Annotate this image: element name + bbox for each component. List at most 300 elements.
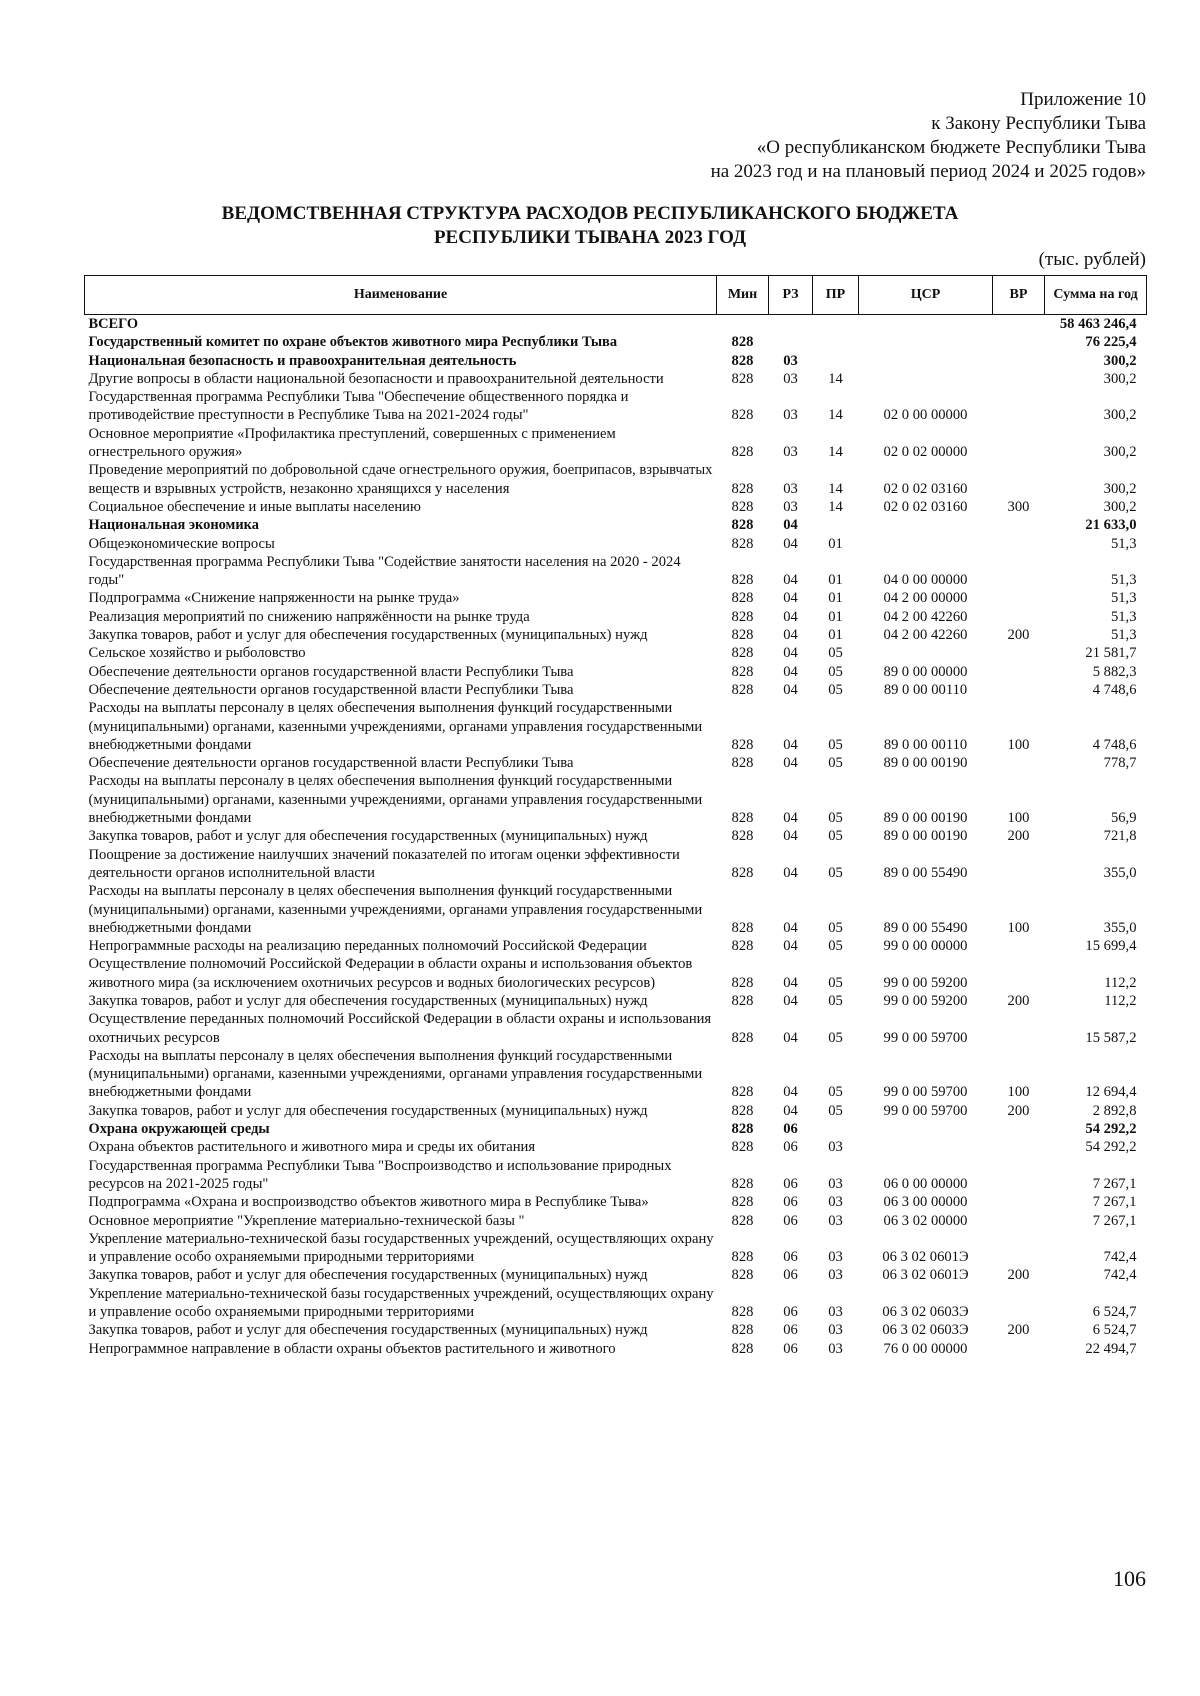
table-row [85, 882, 1147, 937]
cell-vr [993, 1230, 1045, 1267]
cell-name: Закупка товаров, работ и услуг для обеспечения государственных (муниципальных) нужд [88, 1267, 648, 1284]
cell-pr: 05 [828, 864, 843, 881]
cell-name: Государственная программа Республики Тыва "Обеспечение общественного порядка и противодействие преступности в Республике Тыва на 2021-2024 годы" [88, 389, 629, 424]
cell-min: 828 [731, 444, 754, 461]
cell-vr: 200 [1007, 1322, 1030, 1339]
cell-pr [813, 315, 859, 334]
cell-name: ВСЕГО [88, 316, 139, 332]
cell-rz: 03 [783, 407, 798, 424]
cell-name: Расходы на выплаты персоналу в целях обеспечения выполнения функций государственными (муниципальными) органами, казенными учреждениями, органами управления государственными внебюджетными фондами [88, 773, 703, 827]
cell-sum: 54 292,2 [1085, 1121, 1137, 1138]
cell-min: 828 [731, 1139, 754, 1156]
cell-vr [993, 535, 1045, 553]
cell-pr: 14 [828, 444, 843, 461]
cell-vr [993, 754, 1045, 772]
cell-csr [859, 315, 993, 334]
cell-csr: 02 0 02 03160 [883, 498, 968, 515]
appendix-line-2: к Закону Республики Тыва [931, 113, 1146, 134]
cell-name: Непрограммное направление в области охраны объектов растительного и животного [88, 1340, 616, 1357]
cell-vr [993, 516, 1045, 534]
cell-sum: 7 267,1 [1092, 1212, 1137, 1229]
cell-sum: 51,3 [1110, 627, 1137, 644]
cell-rz: 04 [783, 663, 798, 680]
cell-pr: 01 [828, 608, 843, 625]
cell-name: Реализация мероприятий по снижению напряжённости на рынке труда [88, 608, 530, 625]
table-row [85, 1285, 1147, 1322]
appendix-line-1: Приложение 10 [1020, 89, 1146, 110]
table-row [85, 535, 1147, 553]
cell-rz: 04 [783, 864, 798, 881]
title-line-1: ВЕДОМСТВЕННАЯ СТРУКТУРА РАСХОДОВ РЕСПУБЛИКАНСКОГО БЮДЖЕТА [221, 203, 959, 224]
cell-name: Осуществление полномочий Российской Федерации в области охраны и использования объектов животного мира (за исключением охотничьих ресурсов и водных биологических ресурсов) [88, 956, 693, 991]
cell-name: Государственная программа Республики Тыва "Воспроизводство и использование природных ресурсов на 2021-2025 годы" [88, 1157, 672, 1192]
table-row [85, 498, 1147, 516]
cell-min: 828 [731, 645, 754, 662]
budget-table [84, 275, 1147, 1358]
appendix-line-4: на 2023 год и на плановый период 2024 и 2025 годов» [710, 161, 1146, 182]
cell-pr: 05 [828, 663, 843, 680]
cell-name: Социальное обеспечение и иные выплаты населению [88, 498, 421, 515]
cell-vr [993, 388, 1045, 425]
cell-csr: 99 0 00 00000 [883, 938, 968, 955]
cell-sum: 12 694,4 [1085, 1084, 1137, 1101]
cell-name: Другие вопросы в области национальной безопасности и правоохранительной деятельности [88, 370, 664, 387]
cell-pr: 01 [828, 627, 843, 644]
table-row [85, 644, 1147, 662]
cell-vr [993, 425, 1045, 462]
cell-csr: 06 3 02 0601Э [882, 1249, 969, 1266]
table-row [85, 754, 1147, 772]
cell-sum: 56,9 [1110, 810, 1137, 827]
cell-min: 828 [731, 608, 754, 625]
cell-csr: 99 0 00 59700 [883, 1029, 968, 1046]
cell-min: 828 [731, 1175, 754, 1192]
cell-rz: 04 [783, 681, 798, 698]
cell-pr: 03 [828, 1322, 843, 1339]
cell-rz: 03 [783, 444, 798, 461]
table-row [85, 1230, 1147, 1267]
cell-rz: 04 [783, 974, 798, 991]
cell-pr: 05 [828, 919, 843, 936]
cell-pr: 01 [828, 535, 843, 552]
col-header-csr: ЦСР [859, 276, 993, 315]
cell-rz: 06 [783, 1322, 798, 1339]
cell-rz: 04 [783, 590, 798, 607]
cell-vr: 200 [1007, 828, 1030, 845]
cell-csr [859, 644, 993, 662]
table-row [85, 846, 1147, 883]
cell-rz: 04 [783, 572, 798, 589]
document-title [90, 202, 1090, 250]
cell-sum: 21 581,7 [1085, 645, 1137, 662]
table-row [85, 352, 1147, 370]
cell-name: Обеспечение деятельности органов государственной власти Республики Тыва [88, 663, 574, 680]
cell-csr: 89 0 00 00190 [883, 755, 968, 772]
cell-vr [993, 352, 1045, 370]
table-row [85, 1340, 1147, 1358]
cell-csr: 89 0 00 00110 [883, 736, 968, 753]
cell-vr [993, 1138, 1045, 1156]
cell-min: 828 [731, 352, 754, 369]
cell-rz: 04 [783, 919, 798, 936]
cell-pr: 14 [828, 480, 843, 497]
cell-pr [813, 352, 859, 370]
cell-vr: 100 [1007, 810, 1030, 827]
cell-rz: 06 [783, 1175, 798, 1192]
cell-name: Государственный комитет по охране объектов животного мира Республики Тыва [88, 334, 618, 351]
cell-min: 828 [731, 535, 754, 552]
cell-min: 828 [731, 828, 754, 845]
cell-pr: 05 [828, 938, 843, 955]
cell-name: Расходы на выплаты персоналу в целях обеспечения выполнения функций государственными (муниципальными) органами, казенными учреждениями, органами управления государственными внебюджетными фондами [88, 700, 703, 753]
table-row [85, 681, 1147, 699]
table-row [85, 553, 1147, 590]
col-header-name: Наименование [85, 276, 717, 315]
table-row [85, 1157, 1147, 1194]
cell-name: Осуществление переданных полномочий Российской Федерации в области охраны и использования охотничьих ресурсов [88, 1011, 712, 1046]
cell-sum: 21 633,0 [1085, 517, 1137, 534]
cell-sum: 112,2 [1104, 992, 1137, 1009]
cell-sum: 300,2 [1103, 407, 1137, 424]
cell-sum: 112,2 [1104, 974, 1137, 991]
cell-pr: 14 [828, 407, 843, 424]
cell-rz: 03 [783, 498, 798, 515]
cell-csr: 99 0 00 59200 [883, 974, 968, 991]
appendix-header [446, 88, 1146, 184]
cell-sum: 22 494,7 [1085, 1340, 1137, 1357]
cell-rz [769, 333, 813, 351]
cell-vr [993, 370, 1045, 388]
cell-vr: 200 [1007, 627, 1030, 644]
cell-name: Сельское хозяйство и рыболовство [88, 645, 306, 662]
cell-min: 828 [731, 627, 754, 644]
cell-pr: 03 [828, 1139, 843, 1156]
cell-sum: 5 882,3 [1092, 663, 1137, 680]
cell-pr: 05 [828, 681, 843, 698]
cell-csr [859, 370, 993, 388]
cell-pr: 05 [828, 736, 843, 753]
cell-pr: 03 [828, 1194, 843, 1211]
cell-vr [993, 1120, 1045, 1138]
cell-csr: 89 0 00 00190 [883, 810, 968, 827]
cell-min: 828 [731, 974, 754, 991]
cell-csr: 76 0 00 00000 [883, 1340, 968, 1357]
cell-sum: 742,4 [1103, 1267, 1137, 1284]
table-row [85, 516, 1147, 534]
cell-min: 828 [731, 498, 754, 515]
cell-csr: 06 3 02 0601Э [882, 1267, 969, 1284]
col-header-min: Мин [717, 276, 769, 315]
cell-sum: 300,2 [1103, 480, 1137, 497]
table-row [85, 1138, 1147, 1156]
cell-name: Охрана объектов растительного и животного мира и среды их обитания [88, 1139, 536, 1156]
cell-name: Охрана окружающей среды [88, 1121, 270, 1138]
cell-csr: 04 0 00 00000 [883, 572, 968, 589]
cell-rz [769, 315, 813, 334]
cell-rz: 04 [783, 810, 798, 827]
cell-rz: 06 [783, 1139, 798, 1156]
cell-sum: 7 267,1 [1092, 1175, 1137, 1192]
cell-rz: 06 [783, 1304, 798, 1321]
cell-sum: 6 524,7 [1092, 1304, 1137, 1321]
cell-sum: 51,3 [1110, 608, 1137, 625]
col-header-rz: РЗ [769, 276, 813, 315]
cell-vr: 200 [1007, 1102, 1030, 1119]
cell-pr [813, 1120, 859, 1138]
cell-name: Общеэкономические вопросы [88, 535, 275, 552]
table-row [85, 1010, 1147, 1047]
cell-vr [993, 1212, 1045, 1230]
cell-rz: 04 [783, 1102, 798, 1119]
cell-sum: 15 699,4 [1085, 938, 1137, 955]
table-row [85, 333, 1147, 351]
cell-rz: 03 [783, 480, 798, 497]
cell-pr [813, 516, 859, 534]
cell-sum: 6 524,7 [1092, 1322, 1137, 1339]
cell-pr: 05 [828, 828, 843, 845]
table-row [85, 370, 1147, 388]
cell-vr [993, 937, 1045, 955]
cell-rz: 06 [783, 1340, 798, 1357]
cell-name: Непрограммные расходы на реализацию переданных полномочий Российской Федерации [88, 938, 647, 955]
cell-min: 828 [731, 407, 754, 424]
cell-sum: 7 267,1 [1092, 1194, 1137, 1211]
cell-min: 828 [731, 755, 754, 772]
cell-name: Подпрограмма «Охрана и воспроизводство объектов животного мира в Республике Тыва» [88, 1194, 649, 1211]
table-row [85, 589, 1147, 607]
cell-sum: 355,0 [1103, 919, 1137, 936]
cell-rz: 04 [783, 938, 798, 955]
cell-csr: 06 3 00 00000 [883, 1194, 968, 1211]
cell-rz: 06 [783, 1249, 798, 1266]
table-row [85, 937, 1147, 955]
cell-csr: 89 0 00 55490 [883, 919, 968, 936]
table-row [85, 1193, 1147, 1211]
cell-min: 828 [731, 938, 754, 955]
cell-vr [993, 553, 1045, 590]
cell-min: 828 [731, 864, 754, 881]
page-number: 106 [1113, 1566, 1146, 1591]
cell-name: Закупка товаров, работ и услуг для обеспечения государственных (муниципальных) нужд [88, 627, 648, 644]
cell-pr: 14 [828, 370, 843, 387]
cell-pr: 03 [828, 1304, 843, 1321]
cell-pr: 05 [828, 645, 843, 662]
table-row [85, 772, 1147, 827]
cell-rz: 06 [783, 1121, 798, 1138]
cell-vr [993, 315, 1045, 334]
cell-rz: 04 [783, 1084, 798, 1101]
cell-sum: 300,2 [1103, 352, 1137, 369]
cell-min: 828 [731, 480, 754, 497]
table-row [85, 388, 1147, 425]
cell-sum: 51,3 [1110, 572, 1137, 589]
table-row [85, 1102, 1147, 1120]
cell-csr: 99 0 00 59700 [883, 1102, 968, 1119]
cell-pr: 03 [828, 1267, 843, 1284]
cell-csr: 89 0 00 55490 [883, 864, 968, 881]
cell-pr: 05 [828, 974, 843, 991]
cell-name: Основное мероприятие "Укрепление материально-технической базы " [88, 1212, 525, 1229]
cell-vr [993, 1157, 1045, 1194]
col-header-vr: ВР [993, 276, 1045, 315]
cell-pr: 05 [828, 992, 843, 1009]
cell-csr [859, 535, 993, 553]
cell-vr [993, 1340, 1045, 1358]
cell-csr: 99 0 00 59700 [883, 1084, 968, 1101]
cell-csr: 02 0 02 03160 [883, 480, 968, 497]
cell-name: Закупка товаров, работ и услуг для обеспечения государственных (муниципальных) нужд [88, 1322, 648, 1339]
cell-min: 828 [731, 590, 754, 607]
cell-vr [993, 681, 1045, 699]
cell-vr [993, 1193, 1045, 1211]
cell-vr [993, 846, 1045, 883]
cell-min: 828 [731, 334, 754, 351]
table-body [85, 315, 1147, 1358]
cell-csr [859, 1120, 993, 1138]
cell-name: Обеспечение деятельности органов государственной власти Республики Тыва [88, 681, 574, 698]
cell-name: Закупка товаров, работ и услуг для обеспечения государственных (муниципальных) нужд [88, 992, 648, 1009]
title-line-2: РЕСПУБЛИКИ ТЫВАНА 2023 ГОД [433, 227, 747, 248]
cell-sum: 51,3 [1110, 535, 1137, 552]
cell-csr: 89 0 00 00000 [883, 663, 968, 680]
cell-sum: 355,0 [1103, 864, 1137, 881]
cell-sum: 58 463 246,4 [1059, 316, 1137, 332]
cell-csr: 04 2 00 42260 [883, 627, 968, 644]
cell-min: 828 [731, 1102, 754, 1119]
cell-vr: 100 [1007, 919, 1030, 936]
cell-min: 828 [731, 1121, 754, 1138]
cell-vr [993, 608, 1045, 626]
cell-pr: 01 [828, 572, 843, 589]
cell-min [717, 315, 769, 334]
cell-rz: 04 [783, 535, 798, 552]
table-row [85, 461, 1147, 498]
cell-csr: 04 2 00 42260 [883, 608, 968, 625]
cell-min: 828 [731, 370, 754, 387]
cell-rz: 03 [783, 352, 798, 369]
appendix-line-3: «О республиканском бюджете Республики Тыва [756, 137, 1146, 158]
table-row [85, 1321, 1147, 1339]
cell-sum: 300,2 [1103, 498, 1137, 515]
cell-min: 828 [731, 1029, 754, 1046]
cell-name: Укрепление материально-технической базы государственных учреждений, осуществляющих охрану и управление особо охраняемыми природными территориями [88, 1285, 714, 1321]
cell-csr: 89 0 00 00190 [883, 828, 968, 845]
table-row [85, 1120, 1147, 1138]
cell-min: 828 [731, 1194, 754, 1211]
cell-rz: 06 [783, 1212, 798, 1229]
cell-min: 828 [731, 992, 754, 1009]
table-row [85, 425, 1147, 462]
cell-rz: 04 [783, 645, 798, 662]
table-header [85, 276, 1147, 315]
cell-sum: 54 292,2 [1085, 1139, 1137, 1156]
cell-rz: 03 [783, 370, 798, 387]
cell-rz: 04 [783, 627, 798, 644]
cell-name: Поощрение за достижение наилучших значений показателей по итогам оценки эффективности деятельности органов исполнительной власти [88, 846, 680, 881]
cell-name: Расходы на выплаты персоналу в целях обеспечения выполнения функций государственными (муниципальными) органами, казенными учреждениями, органами управления государственными внебюджетными фондами [88, 883, 703, 936]
table-row [85, 1212, 1147, 1230]
cell-vr [993, 955, 1045, 992]
cell-csr: 02 0 02 00000 [883, 444, 968, 461]
cell-vr: 100 [1007, 736, 1030, 753]
cell-name: Национальная экономика [88, 517, 259, 534]
cell-min: 828 [731, 1304, 754, 1321]
cell-min: 828 [731, 681, 754, 698]
cell-csr [859, 516, 993, 534]
cell-rz: 06 [783, 1194, 798, 1211]
cell-vr [993, 663, 1045, 681]
cell-name: Закупка товаров, работ и услуг для обеспечения государственных (муниципальных) нужд [88, 1102, 648, 1119]
cell-pr: 05 [828, 810, 843, 827]
cell-pr: 05 [828, 755, 843, 772]
cell-sum: 778,7 [1103, 755, 1137, 772]
cell-csr [859, 352, 993, 370]
cell-sum: 300,2 [1103, 444, 1137, 461]
cell-rz: 04 [783, 608, 798, 625]
table-row [85, 663, 1147, 681]
cell-csr: 06 3 02 0603Э [882, 1304, 969, 1321]
cell-rz: 04 [783, 828, 798, 845]
cell-rz: 04 [783, 755, 798, 772]
table-row [85, 699, 1147, 754]
cell-pr: 01 [828, 590, 843, 607]
cell-csr: 02 0 00 00000 [883, 407, 968, 424]
cell-sum: 15 587,2 [1085, 1029, 1137, 1046]
units-label: (тыс. рублей) [1038, 249, 1146, 270]
cell-name: Основное мероприятие «Профилактика преступлений, совершенных с применением огнестрельного оружия» [88, 425, 616, 461]
cell-name: Государственная программа Республики Тыва "Содействие занятости населения на 2020 - 2024 годы" [88, 553, 681, 589]
col-header-pr: ПР [813, 276, 859, 315]
cell-pr: 03 [828, 1340, 843, 1357]
cell-vr: 100 [1007, 1084, 1030, 1101]
cell-min: 828 [731, 1267, 754, 1284]
cell-pr: 03 [828, 1175, 843, 1192]
cell-vr [993, 461, 1045, 498]
cell-vr [993, 1010, 1045, 1047]
cell-csr [859, 333, 993, 351]
cell-pr: 14 [828, 498, 843, 515]
cell-rz: 06 [783, 1267, 798, 1284]
cell-csr [859, 1138, 993, 1156]
table-row [85, 608, 1147, 626]
cell-name: Закупка товаров, работ и услуг для обеспечения государственных (муниципальных) нужд [88, 828, 648, 845]
cell-pr: 05 [828, 1102, 843, 1119]
cell-vr [993, 589, 1045, 607]
cell-rz: 04 [783, 992, 798, 1009]
cell-csr: 06 0 00 00000 [883, 1175, 968, 1192]
cell-name: Проведение мероприятий по добровольной сдаче огнестрельного оружия, боеприпасов, взрывчатых веществ и взрывных устройств, незаконно хранящихся у населения [88, 462, 713, 497]
cell-vr [993, 1285, 1045, 1322]
cell-min: 828 [731, 572, 754, 589]
cell-pr: 03 [828, 1212, 843, 1229]
col-header-sum: Сумма на год [1045, 276, 1147, 315]
cell-csr: 89 0 00 00110 [883, 681, 968, 698]
cell-sum: 4 748,6 [1092, 736, 1137, 753]
cell-vr [993, 644, 1045, 662]
cell-csr: 06 3 02 0603Э [882, 1322, 969, 1339]
cell-sum: 300,2 [1103, 370, 1137, 387]
cell-vr: 300 [1007, 498, 1030, 515]
table-row [85, 1266, 1147, 1284]
cell-min: 828 [731, 810, 754, 827]
cell-name: Подпрограмма «Снижение напряженности на рынке труда» [88, 590, 460, 607]
cell-vr: 200 [1007, 992, 1030, 1009]
cell-vr: 200 [1007, 1267, 1030, 1284]
cell-name: Расходы на выплаты персоналу в целях обеспечения выполнения функций государственными (муниципальными) органами, казенными учреждениями, органами управления государственными внебюджетными фондами [88, 1047, 703, 1101]
cell-sum: 742,4 [1103, 1249, 1137, 1266]
cell-sum: 51,3 [1110, 590, 1137, 607]
table-row [85, 955, 1147, 992]
